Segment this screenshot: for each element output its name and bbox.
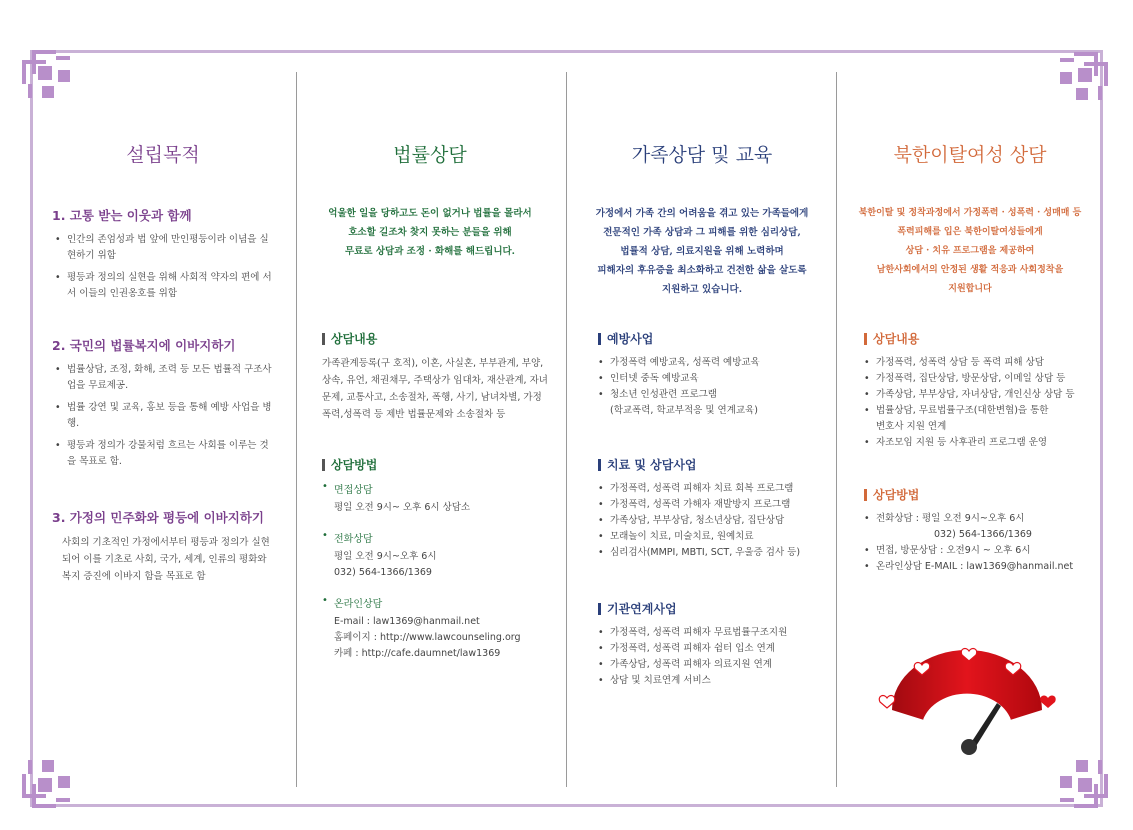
section-heading-label: 기관연계사업 — [607, 602, 677, 616]
list-item: • 면접, 방문상담 : 오전9시 ~ 오후 6시 — [864, 543, 1096, 559]
section-heading — [322, 456, 548, 473]
list-item: • 가정폭력, 성폭력 상담 등 폭력 피해 상담 — [864, 355, 1096, 371]
intro-line: 호소할 길조차 찾지 못하는 분들을 위해 — [348, 227, 512, 238]
section-heading — [598, 600, 828, 617]
purpose-item-title: 2. 국민의 법률복지에 이바지하기 — [52, 338, 236, 353]
intro-line: 피해자의 후유증을 최소화하고 건전한 삶을 살도록 — [597, 265, 807, 276]
list-item: • 상담 및 치료연계 서비스 — [598, 673, 828, 689]
intro-line: 가정에서 가족 간의 어려움을 겪고 있는 가족들에게 — [595, 208, 809, 219]
section-heading-label: 상담내용 — [873, 332, 920, 346]
section-heading-label: 상담내용 — [331, 332, 378, 346]
section-heading — [598, 456, 828, 473]
column-divider — [566, 72, 567, 787]
intro-line: 무료로 상담과 조정 · 화해를 해드립니다. — [345, 246, 515, 257]
method-text: 카페 : http://cafe.daumnet/law1369 — [334, 648, 501, 659]
list-item: • 가정폭력, 성폭력 피해자 무료법률구조지원 — [598, 625, 828, 641]
list-item: • 청소년 인성관련 프로그램 (학교폭력, 학교부적응 및 연계교육) — [598, 387, 828, 419]
intro-line: 폭력피해를 입은 북한이탈여성들에게 — [897, 227, 1043, 237]
list-item — [864, 511, 1096, 543]
column-divider — [836, 72, 837, 787]
column-divider — [296, 72, 297, 787]
column-purpose — [52, 140, 274, 582]
purpose-item-2 — [52, 336, 274, 476]
list-item: • 온라인상담 E-MAIL : law1369@hanmail.net — [864, 559, 1096, 575]
section-heading — [322, 330, 548, 347]
section-prevention — [598, 330, 828, 419]
section-heading-label: 상담방법 — [873, 488, 920, 502]
section-heading — [598, 330, 828, 347]
list-item: • 평등과 정의의 실현을 위해 사회적 약자의 편에 서서 이들의 인권옹호를 위함 — [55, 270, 274, 302]
purpose-item-title: 1. 고통 받는 이웃과 함께 — [52, 208, 192, 223]
list-item: • 가족상담, 성폭력 피해자 의료지원 연계 — [598, 657, 828, 673]
list-item: • 법률상담, 조정, 화해, 조력 등 모든 법률적 구조사업을 무료제공. — [55, 362, 274, 394]
section-method — [864, 486, 1096, 575]
intro-line: 남한사회에서의 안정된 생활 적응과 사회정착을 — [876, 265, 1064, 275]
gauge-icon — [872, 645, 1062, 755]
purpose-text: 사회의 기초적인 가정에서부터 평등과 정의가 실현되어 이를 기초로 사회, 국가, 세계, 인류의 평화와 복지 증진에 이바지 함을 목표로 함 — [62, 537, 270, 582]
intro-line: 북한이탈 및 정착과정에서 가정폭력 · 성폭력 · 성매매 등 — [858, 208, 1082, 218]
list-item: • 가정폭력 예방교육, 성폭력 예방교육 — [598, 355, 828, 371]
section-heading — [864, 330, 1096, 347]
list-item: • 가정폭력, 성폭력 피해자 쉼터 입소 연계 — [598, 641, 828, 657]
column-family — [574, 140, 830, 686]
list-item: • 가족상담, 부부상담, 자녀상담, 개인신상 상담 등 — [864, 387, 1096, 403]
column-title: 설립목적 — [126, 144, 200, 166]
corner-ornament — [22, 50, 78, 106]
section-heading-label: 상담방법 — [331, 458, 378, 472]
section-content — [322, 330, 548, 423]
purpose-item-1 — [52, 206, 274, 308]
column-title: 법률상담 — [393, 144, 467, 166]
intro-line: 지원하고 있습니다. — [661, 284, 743, 295]
list-item: • 자조모임 지원 등 사후관리 프로그램 운영 — [864, 435, 1096, 451]
list-item: • 가족상담, 부부상담, 청소년상담, 집단상담 — [598, 513, 828, 529]
intro-line: 지원합니다 — [948, 284, 992, 294]
list-item: • 가정폭력, 성폭력 가해자 재발방지 프로그램 — [598, 497, 828, 513]
intro-line: 전문적인 가족 상담과 그 피해를 위한 심리상담, — [603, 227, 801, 238]
list-item: • 인간의 존엄성과 법 앞에 만인평등이라 이념을 실현하기 위함 — [55, 232, 274, 264]
list-item: • 심리검사(MMPI, MBTI, SCT, 우울증 검사 등) — [598, 545, 828, 561]
intro-line: 상담 · 치유 프로그램을 제공하여 — [905, 246, 1035, 256]
intro-text — [310, 204, 550, 261]
corner-ornament — [1052, 752, 1108, 808]
column-title: 가족상담 및 교육 — [631, 144, 773, 166]
column-legal — [310, 140, 550, 659]
gauge-illustration — [872, 645, 1062, 755]
intro-line: 억울한 일을 당하고도 돈이 없거나 법률을 몰라서 — [328, 208, 532, 219]
list-item: • 가정폭력, 집단상담, 방문상담, 이메일 상담 등 — [864, 371, 1096, 387]
column-defector — [842, 140, 1098, 572]
method-label: • 온라인상담 — [322, 595, 548, 610]
section-heading-label: 예방사업 — [607, 332, 654, 346]
column-title: 북한이탈여성 상담 — [893, 144, 1047, 166]
corner-ornament — [22, 752, 78, 808]
corner-ornament — [1052, 52, 1108, 108]
section-linkage — [598, 600, 828, 689]
method-text: E-mail : law1369@hanmail.net — [334, 616, 480, 627]
list-item: • 법률상담, 무료법률구조(대한변협)을 통한 변호사 지원 연계 — [864, 403, 1096, 435]
method-label: • 면접상담 — [322, 481, 548, 496]
intro-text — [574, 204, 830, 299]
intro-text — [842, 204, 1098, 299]
list-item: • 평등과 정의가 강물처럼 흐르는 사회를 이루는 것을 목표로 함. — [55, 438, 274, 470]
list-item: • 인터넷 중독 예방교육 — [598, 371, 828, 387]
intro-line: 법률적 상담, 의료지원을 위해 노력하며 — [620, 246, 784, 257]
list-item: • 가정폭력, 성폭력 피해자 치료 회복 프로그램 — [598, 481, 828, 497]
method-line: 전화상담 : 평일 오전 9시~오후 6시 — [876, 513, 1025, 524]
method-text: 032) 564-1366/1369 — [334, 567, 432, 578]
purpose-item-title: 3. 가정의 민주화와 평등에 이바지하기 — [52, 510, 264, 525]
section-content — [864, 330, 1096, 451]
method-text: 평일 오전 9시~오후 6시 — [334, 551, 437, 562]
section-method — [322, 456, 548, 662]
section-body: 가족관계등록(구 호적), 이혼, 사실혼, 부부관계, 부양, 상속, 유언, 채권채무, 주택상가 임대차, 재산관계, 자녀문제, 교통사고, 소송절차, 폭행, 사기, 남녀차별, 가정폭력,성폭력 등 제반 법률문제와 소송절차 등 — [322, 358, 548, 420]
purpose-item-3 — [52, 508, 274, 585]
section-heading — [864, 486, 1096, 503]
list-item: • 법률 강연 및 교육, 홍보 등을 통해 예방 사업을 병행. — [55, 400, 274, 432]
section-heading-label: 치료 및 상담사업 — [607, 458, 697, 472]
method-text: 평일 오전 9시~ 오후 6시 상담소 — [334, 502, 471, 513]
method-label: • 전화상담 — [322, 530, 548, 545]
method-text: 홈페이지 : http://www.lawcounseling.org — [334, 632, 521, 643]
method-line: 032) 564-1366/1369 — [934, 529, 1032, 540]
section-treatment — [598, 456, 828, 561]
list-item: • 모래놀이 치료, 미술치료, 원예치료 — [598, 529, 828, 545]
